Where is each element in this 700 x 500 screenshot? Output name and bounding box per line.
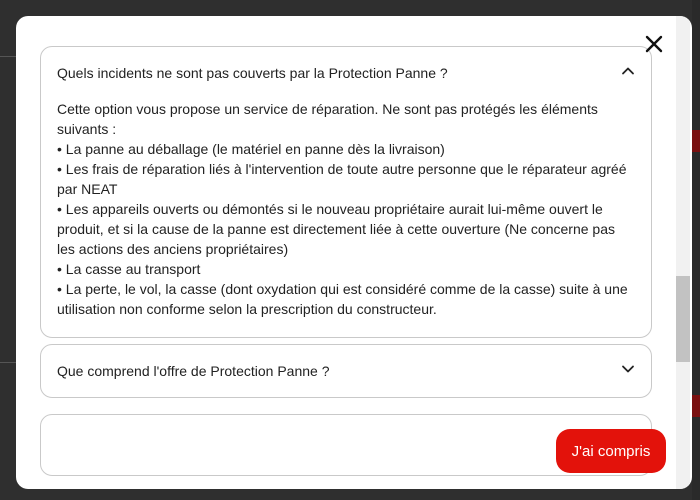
- scrollbar-thumb[interactable]: [676, 276, 690, 362]
- faq-answer: [41, 99, 651, 337]
- close-icon: [645, 35, 663, 58]
- background-accent-strip: [692, 130, 700, 152]
- faq-dialog: [16, 16, 692, 489]
- understood-button[interactable]: J'ai compris: [556, 429, 666, 473]
- faq-item-header[interactable]: [41, 345, 651, 397]
- background-accent-strip: [692, 395, 700, 417]
- faq-answer-intro: Cette option vous propose un service de réparation. Ne sont pas protégés les éléments suivants :: [57, 101, 598, 137]
- faq-item-not-covered: [40, 46, 652, 338]
- faq-question: Que comprend l'offre de Protection Panne ?: [57, 363, 330, 379]
- chevron-down-icon: [621, 362, 635, 381]
- close-button[interactable]: [640, 32, 668, 60]
- faq-answer-bullet: • La perte, le vol, la casse (dont oxydation qui est considéré comme de la casse) suite à une utilisation non conforme selon la prescription du constructeur.: [57, 279, 635, 319]
- background-right-edge: [692, 0, 700, 500]
- chevron-up-icon: [621, 64, 635, 83]
- faq-answer-bullet: • La casse au transport: [57, 259, 635, 279]
- background-divider: [0, 362, 16, 363]
- faq-item-header[interactable]: [41, 47, 651, 99]
- faq-answer-bullet: • Les appareils ouverts ou démontés si le nouveau propriétaire aurait lui-même ouvert le produit, et si la cause de la panne est directement liée à cette ouverture (Ne concerne pas les actions des anciens propriétaires): [57, 199, 635, 259]
- scrollbar-track[interactable]: [676, 16, 690, 489]
- faq-answer-bullet: • La panne au déballage (le matériel en panne dès la livraison): [57, 139, 635, 159]
- faq-answer-bullet: • Les frais de réparation liés à l'intervention de toute autre personne que le réparateur agréé par NEAT: [57, 159, 635, 199]
- faq-scroll-area[interactable]: [40, 30, 652, 489]
- faq-question: Quels incidents ne sont pas couverts par la Protection Panne ?: [57, 65, 448, 81]
- faq-item-offer: [40, 344, 652, 398]
- background-divider: [0, 56, 16, 57]
